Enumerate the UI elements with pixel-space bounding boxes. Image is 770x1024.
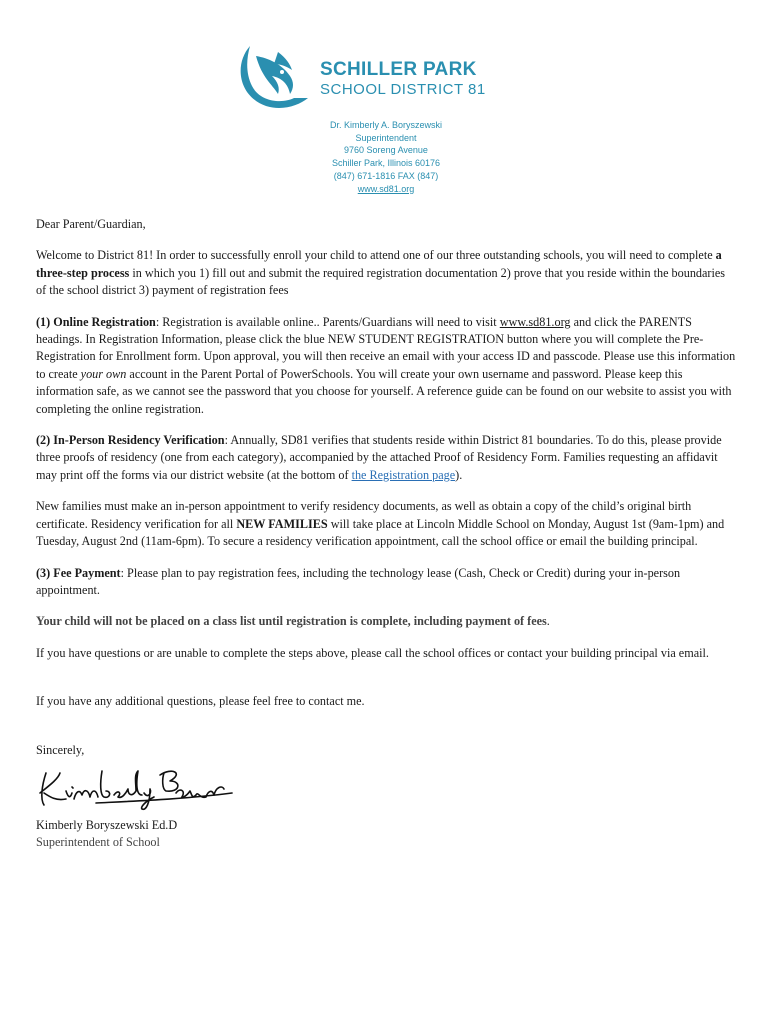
step1-paragraph: (1) Online Registration: Registration is available online.. Parents/Guardians will need to visit www.sd81.org and click the PARENTS headings. In Registration Information, please click the blue NEW STUDENT REGISTRATION button where you will complete the Pre-Registration for Enrollment form. Upon approval, you will then receive an email with your access ID and passcode. Please use this information to create your own account in the Parent Portal of PowerSchools. You will create your own username and password. Please keep this information safe, as we cannot see the password that you choose for yourself. A reference guide can be found on our website to assist you with completing the online registration. [36,314,736,416]
warning-notice: Your child will not be placed on a class list until registration is complete, including payment of fees. [36,614,550,629]
signer-title: Superintendent of School [36,835,160,850]
address-line: Schiller Park, Illinois 60176 [331,158,441,169]
school-district-logo-icon [238,38,314,114]
letter-body [36,216,736,852]
step1-heading: (1) Online Registration [36,314,156,329]
letterhead-logo [238,38,486,114]
step2-heading: (2) In-Person Residency Verification [36,433,225,448]
closing: Sincerely, [36,742,85,757]
questions-paragraph: If you have questions or are unable to complete the steps above, please call the school offices or contact your building principal via email. [36,645,709,660]
address-line: (847) 671-1816 FAX (847) [333,170,439,181]
handwritten-signature-icon [36,763,236,815]
address-line: Dr. Kimberly A. Boryszewski [329,120,443,130]
additional-questions: If you have any additional questions, please feel free to contact me. [36,694,365,709]
signer-name: Kimberly Boryszewski Ed.D [36,817,178,832]
letterhead-address [250,119,522,195]
salutation: Dear Parent/Guardian, [36,217,146,231]
step3-heading: (3) Fee Payment [36,565,121,580]
intro-paragraph: Welcome to District 81! In order to successfully enroll your child to attend one of our three outstanding schools, you will need to complete a three-step process in which you 1) fill out and submit the required registration documentation 2) prove that you reside within the boundaries of the school district 3) payment of registration fees [36,248,726,298]
registration-page-link[interactable]: the Registration page [351,467,456,482]
step3-paragraph: (3) Fee Payment: Please plan to pay registration fees, including the technology lease (Cash, Check or Credit) during your in-person appointment. [36,565,681,597]
address-line: 9760 Soreng Avenue [344,145,428,156]
step2-paragraph: (2) In-Person Residency Verification: Annually, SD81 verifies that students reside within District 81 boundaries. To do this, please provide three proofs of residency (one from each category), accompanied by the attached Proof of Residency Form. Families requesting an affidavit may print off the forms via our district website (at the bottom of the Registration page). [36,433,722,482]
new-families-paragraph: New families must make an in-person appointment to verify residency documents, as well as obtain a copy of the child’s original birth certificate. Residency verification for all NEW FAMILIES will take place at Lincoln Middle School on Monday, August 1st (9am-1pm) and Tuesday, August 2nd (11am-6pm). To secure a residency verification appointment, call the school office or email the building principal. [36,499,725,549]
address-line: Superintendent [355,132,417,143]
website-link[interactable]: www.sd81.org [357,183,415,194]
org-name: SCHILLER PARK [320,59,477,80]
signature [36,763,736,815]
org-subtitle: SCHOOL DISTRICT 81 [320,81,486,98]
sd81-link[interactable]: www.sd81.org [499,314,571,329]
